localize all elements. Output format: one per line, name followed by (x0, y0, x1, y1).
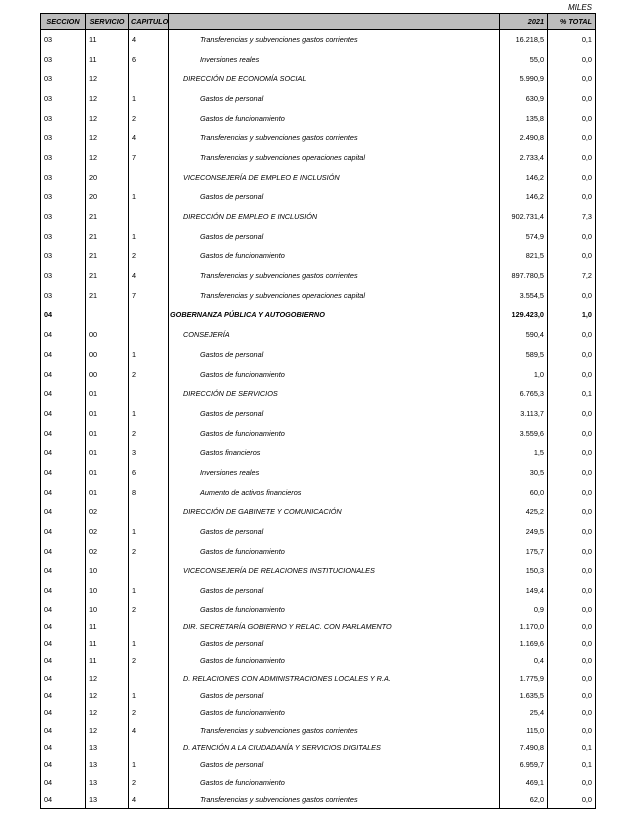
pct-total-cell: 0,1 (548, 756, 596, 773)
amount-cell: 62,0 (500, 791, 548, 808)
capitulo-cell: 1 (129, 756, 169, 773)
pct-total-cell: 0,0 (548, 443, 596, 463)
amount-cell: 1,0 (500, 364, 548, 384)
pct-total-cell: 0,0 (548, 791, 596, 808)
table-row (41, 128, 596, 148)
seccion-cell: 03 (41, 167, 86, 187)
servicio-cell: 12 (86, 108, 129, 128)
pct-total-cell: 0,0 (548, 404, 596, 424)
capitulo-cell (129, 305, 169, 325)
header-servicio: SERVICIO (86, 14, 129, 30)
seccion-cell: 04 (41, 443, 86, 463)
pct-total-cell: 0,0 (548, 325, 596, 345)
seccion-cell: 03 (41, 49, 86, 69)
amount-cell: 146,2 (500, 167, 548, 187)
table-row (41, 345, 596, 365)
capitulo-cell: 7 (129, 148, 169, 168)
servicio-cell: 21 (86, 207, 129, 227)
seccion-cell: 04 (41, 791, 86, 808)
seccion-cell: 04 (41, 618, 86, 635)
servicio-cell: 12 (86, 704, 129, 721)
capitulo-cell: 2 (129, 652, 169, 669)
servicio-cell: 12 (86, 128, 129, 148)
amount-cell: 589,5 (500, 345, 548, 365)
pct-total-cell: 0,0 (548, 128, 596, 148)
pct-total-cell: 0,0 (548, 187, 596, 207)
table-row (41, 618, 596, 635)
description-cell: Gastos financieros (169, 443, 500, 463)
servicio-cell: 10 (86, 581, 129, 601)
seccion-cell: 03 (41, 89, 86, 109)
table-row (41, 305, 596, 325)
description-cell: Gastos de funcionamiento (169, 246, 500, 266)
seccion-cell: 04 (41, 404, 86, 424)
pct-total-cell: 0,0 (548, 69, 596, 89)
description-cell: Transferencias y subvenciones operaciones capital (169, 285, 500, 305)
capitulo-cell: 2 (129, 108, 169, 128)
seccion-cell: 04 (41, 561, 86, 581)
description-cell: D. RELACIONES CON ADMINISTRACIONES LOCALES Y R.A. (169, 670, 500, 687)
pct-total-cell: 0,0 (548, 704, 596, 721)
capitulo-cell (129, 384, 169, 404)
description-cell: Gastos de personal (169, 89, 500, 109)
description-cell: Aumento de activos financieros (169, 482, 500, 502)
description-cell: Gastos de funcionamiento (169, 541, 500, 561)
table-row (41, 246, 596, 266)
pct-total-cell: 0,0 (548, 226, 596, 246)
description-cell: Gastos de funcionamiento (169, 423, 500, 443)
seccion-cell: 03 (41, 69, 86, 89)
pct-total-cell: 0,0 (548, 722, 596, 739)
description-cell: D. ATENCIÓN A LA CIUDADANÍA Y SERVICIOS DIGITALES (169, 739, 500, 756)
amount-cell: 3.113,7 (500, 404, 548, 424)
amount-cell: 0,9 (500, 600, 548, 617)
seccion-cell: 03 (41, 187, 86, 207)
pct-total-cell: 0,0 (548, 600, 596, 617)
seccion-cell: 03 (41, 30, 86, 50)
servicio-cell: 12 (86, 722, 129, 739)
pct-total-cell: 0,0 (548, 89, 596, 109)
servicio-cell: 12 (86, 687, 129, 704)
table-row (41, 30, 596, 50)
servicio-cell: 01 (86, 463, 129, 483)
capitulo-cell (129, 739, 169, 756)
pct-total-cell: 0,0 (548, 670, 596, 687)
capitulo-cell (129, 207, 169, 227)
seccion-cell: 04 (41, 739, 86, 756)
description-cell: Transferencias y subvenciones gastos corrientes (169, 266, 500, 286)
table-row (41, 384, 596, 404)
header-capitulo: CAPITULO (129, 14, 169, 30)
servicio-cell: 21 (86, 226, 129, 246)
capitulo-cell: 6 (129, 49, 169, 69)
amount-cell: 897.780,5 (500, 266, 548, 286)
capitulo-cell: 3 (129, 443, 169, 463)
description-cell: DIR. SECRETARÍA GOBIERNO Y RELAC. CON PARLAMENTO (169, 618, 500, 635)
pct-total-cell: 0,0 (548, 246, 596, 266)
amount-cell: 1.775,9 (500, 670, 548, 687)
amount-cell: 1.169,6 (500, 635, 548, 652)
pct-total-cell: 0,0 (548, 364, 596, 384)
amount-cell: 902.731,4 (500, 207, 548, 227)
pct-total-cell: 7,3 (548, 207, 596, 227)
pct-total-cell: 7,2 (548, 266, 596, 286)
capitulo-cell: 1 (129, 345, 169, 365)
capitulo-cell: 1 (129, 226, 169, 246)
seccion-cell: 03 (41, 128, 86, 148)
amount-cell: 3.559,6 (500, 423, 548, 443)
servicio-cell: 13 (86, 739, 129, 756)
servicio-cell: 11 (86, 635, 129, 652)
seccion-cell: 04 (41, 600, 86, 617)
description-cell: Gastos de personal (169, 756, 500, 773)
capitulo-cell: 2 (129, 364, 169, 384)
description-cell: Gastos de personal (169, 187, 500, 207)
servicio-cell: 01 (86, 443, 129, 463)
description-cell: Inversiones reales (169, 49, 500, 69)
table-row (41, 423, 596, 443)
amount-cell: 574,9 (500, 226, 548, 246)
capitulo-cell: 1 (129, 89, 169, 109)
seccion-cell: 04 (41, 384, 86, 404)
table-header-row (41, 14, 596, 30)
servicio-cell: 12 (86, 89, 129, 109)
amount-cell: 0,4 (500, 652, 548, 669)
amount-cell: 150,3 (500, 561, 548, 581)
table-row (41, 704, 596, 721)
amount-cell: 630,9 (500, 89, 548, 109)
table-row (41, 463, 596, 483)
description-cell: Gastos de funcionamiento (169, 600, 500, 617)
capitulo-cell: 6 (129, 463, 169, 483)
pct-total-cell: 0,0 (548, 482, 596, 502)
amount-cell: 115,0 (500, 722, 548, 739)
seccion-cell: 04 (41, 704, 86, 721)
description-cell: Gastos de funcionamiento (169, 652, 500, 669)
capitulo-cell: 1 (129, 687, 169, 704)
units-label: MILES (567, 3, 592, 12)
table-row (41, 561, 596, 581)
description-cell: GOBERNANZA PÚBLICA Y AUTOGOBIERNO (169, 305, 500, 325)
pct-total-cell: 0,0 (548, 687, 596, 704)
table-row (41, 226, 596, 246)
description-cell: DIRECCIÓN DE EMPLEO E INCLUSIÓN (169, 207, 500, 227)
description-cell: Gastos de funcionamiento (169, 773, 500, 790)
amount-cell: 1,5 (500, 443, 548, 463)
amount-cell: 821,5 (500, 246, 548, 266)
seccion-cell: 04 (41, 325, 86, 345)
capitulo-cell (129, 618, 169, 635)
table-row (41, 600, 596, 617)
amount-cell: 25,4 (500, 704, 548, 721)
table-row (41, 69, 596, 89)
description-cell: Gastos de personal (169, 635, 500, 652)
seccion-cell: 04 (41, 345, 86, 365)
amount-cell: 6.765,3 (500, 384, 548, 404)
pct-total-cell: 0,1 (548, 739, 596, 756)
amount-cell: 5.990,9 (500, 69, 548, 89)
servicio-cell: 21 (86, 285, 129, 305)
seccion-cell: 04 (41, 756, 86, 773)
budget-table (40, 13, 596, 809)
servicio-cell: 01 (86, 404, 129, 424)
pct-total-cell: 0,0 (548, 541, 596, 561)
amount-cell: 2.733,4 (500, 148, 548, 168)
pct-total-cell: 0,1 (548, 30, 596, 50)
pct-total-cell: 0,0 (548, 463, 596, 483)
capitulo-cell: 2 (129, 773, 169, 790)
table-row (41, 89, 596, 109)
description-cell: Gastos de funcionamiento (169, 364, 500, 384)
servicio-cell: 02 (86, 541, 129, 561)
pct-total-cell: 0,0 (548, 345, 596, 365)
description-cell: Inversiones reales (169, 463, 500, 483)
servicio-cell: 00 (86, 364, 129, 384)
servicio-cell: 13 (86, 773, 129, 790)
table-row (41, 756, 596, 773)
header-year: 2021 (500, 14, 548, 30)
seccion-cell: 04 (41, 463, 86, 483)
servicio-cell: 13 (86, 791, 129, 808)
capitulo-cell (129, 69, 169, 89)
seccion-cell: 04 (41, 687, 86, 704)
table-row (41, 325, 596, 345)
table-row (41, 148, 596, 168)
pct-total-cell: 0,0 (548, 423, 596, 443)
seccion-cell: 03 (41, 226, 86, 246)
table-row (41, 266, 596, 286)
table-row (41, 404, 596, 424)
amount-cell: 175,7 (500, 541, 548, 561)
servicio-cell: 01 (86, 482, 129, 502)
seccion-cell: 04 (41, 423, 86, 443)
description-cell: DIRECCIÓN DE ECONOMÍA SOCIAL (169, 69, 500, 89)
capitulo-cell: 1 (129, 635, 169, 652)
table-row (41, 207, 596, 227)
capitulo-cell: 1 (129, 404, 169, 424)
seccion-cell: 04 (41, 502, 86, 522)
capitulo-cell: 2 (129, 246, 169, 266)
pct-total-cell: 0,0 (548, 108, 596, 128)
servicio-cell (86, 305, 129, 325)
servicio-cell: 11 (86, 652, 129, 669)
table-row (41, 652, 596, 669)
description-cell: Gastos de personal (169, 581, 500, 601)
amount-cell: 7.490,8 (500, 739, 548, 756)
table-row (41, 522, 596, 542)
capitulo-cell: 2 (129, 423, 169, 443)
amount-cell: 469,1 (500, 773, 548, 790)
seccion-cell: 04 (41, 522, 86, 542)
amount-cell: 149,4 (500, 581, 548, 601)
seccion-cell: 04 (41, 305, 86, 325)
description-cell: DIRECCIÓN DE GABINETE Y COMUNICACIÓN (169, 502, 500, 522)
amount-cell: 6.959,7 (500, 756, 548, 773)
servicio-cell: 02 (86, 522, 129, 542)
pct-total-cell: 0,0 (548, 522, 596, 542)
description-cell: VICECONSEJERÍA DE RELACIONES INSTITUCIONALES (169, 561, 500, 581)
amount-cell: 55,0 (500, 49, 548, 69)
description-cell: Gastos de personal (169, 522, 500, 542)
table-row (41, 364, 596, 384)
servicio-cell: 02 (86, 502, 129, 522)
pct-total-cell: 0,0 (548, 148, 596, 168)
capitulo-cell: 4 (129, 722, 169, 739)
description-cell: Gastos de funcionamiento (169, 108, 500, 128)
seccion-cell: 04 (41, 670, 86, 687)
table-row (41, 670, 596, 687)
pct-total-cell: 0,0 (548, 502, 596, 522)
description-cell: CONSEJERÍA (169, 325, 500, 345)
header-pct-total: % TOTAL (548, 14, 596, 30)
amount-cell: 590,4 (500, 325, 548, 345)
capitulo-cell (129, 502, 169, 522)
seccion-cell: 04 (41, 722, 86, 739)
description-cell: Gastos de funcionamiento (169, 704, 500, 721)
pct-total-cell: 0,0 (548, 561, 596, 581)
pct-total-cell: 0,0 (548, 652, 596, 669)
description-cell: Transferencias y subvenciones operaciones capital (169, 148, 500, 168)
pct-total-cell: 0,0 (548, 635, 596, 652)
table-row (41, 739, 596, 756)
capitulo-cell: 2 (129, 541, 169, 561)
capitulo-cell: 1 (129, 187, 169, 207)
capitulo-cell: 4 (129, 791, 169, 808)
table-row (41, 285, 596, 305)
amount-cell: 60,0 (500, 482, 548, 502)
seccion-cell: 03 (41, 148, 86, 168)
servicio-cell: 01 (86, 384, 129, 404)
description-cell: Transferencias y subvenciones gastos corrientes (169, 128, 500, 148)
servicio-cell: 11 (86, 618, 129, 635)
pct-total-cell: 0,0 (548, 581, 596, 601)
seccion-cell: 04 (41, 581, 86, 601)
description-cell: Transferencias y subvenciones gastos corrientes (169, 791, 500, 808)
seccion-cell: 04 (41, 541, 86, 561)
capitulo-cell: 4 (129, 30, 169, 50)
header-seccion: SECCION (41, 14, 86, 30)
servicio-cell: 11 (86, 30, 129, 50)
servicio-cell: 01 (86, 423, 129, 443)
seccion-cell: 04 (41, 635, 86, 652)
seccion-cell: 04 (41, 364, 86, 384)
servicio-cell: 20 (86, 167, 129, 187)
capitulo-cell (129, 561, 169, 581)
table-body (41, 30, 596, 809)
amount-cell: 3.554,5 (500, 285, 548, 305)
description-cell: Transferencias y subvenciones gastos corrientes (169, 30, 500, 50)
servicio-cell: 12 (86, 69, 129, 89)
description-cell: Gastos de personal (169, 345, 500, 365)
header-description (169, 14, 500, 30)
pct-total-cell: 0,0 (548, 285, 596, 305)
capitulo-cell: 2 (129, 704, 169, 721)
capitulo-cell: 8 (129, 482, 169, 502)
table-row (41, 722, 596, 739)
seccion-cell: 04 (41, 652, 86, 669)
capitulo-cell: 2 (129, 600, 169, 617)
table-row (41, 635, 596, 652)
seccion-cell: 04 (41, 773, 86, 790)
servicio-cell: 21 (86, 266, 129, 286)
description-cell: VICECONSEJERÍA DE EMPLEO E INCLUSIÓN (169, 167, 500, 187)
table-row (41, 167, 596, 187)
amount-cell: 1.635,5 (500, 687, 548, 704)
capitulo-cell: 4 (129, 128, 169, 148)
servicio-cell: 10 (86, 561, 129, 581)
seccion-cell: 03 (41, 285, 86, 305)
table-row (41, 482, 596, 502)
pct-total-cell: 0,0 (548, 167, 596, 187)
seccion-cell: 03 (41, 108, 86, 128)
servicio-cell: 20 (86, 187, 129, 207)
capitulo-cell: 7 (129, 285, 169, 305)
description-cell: Gastos de personal (169, 404, 500, 424)
table-row (41, 502, 596, 522)
amount-cell: 425,2 (500, 502, 548, 522)
seccion-cell: 04 (41, 482, 86, 502)
pct-total-cell: 0,0 (548, 618, 596, 635)
servicio-cell: 00 (86, 345, 129, 365)
amount-cell: 2.490,8 (500, 128, 548, 148)
pct-total-cell: 1,0 (548, 305, 596, 325)
servicio-cell: 12 (86, 148, 129, 168)
servicio-cell: 00 (86, 325, 129, 345)
amount-cell: 1.170,0 (500, 618, 548, 635)
table-row (41, 581, 596, 601)
table-row (41, 687, 596, 704)
table-row (41, 791, 596, 808)
servicio-cell: 11 (86, 49, 129, 69)
capitulo-cell (129, 670, 169, 687)
amount-cell: 129.423,0 (500, 305, 548, 325)
servicio-cell: 12 (86, 670, 129, 687)
servicio-cell: 21 (86, 246, 129, 266)
table-row (41, 49, 596, 69)
pct-total-cell: 0,0 (548, 773, 596, 790)
table-row (41, 187, 596, 207)
table-row (41, 541, 596, 561)
servicio-cell: 13 (86, 756, 129, 773)
capitulo-cell (129, 325, 169, 345)
table-row (41, 108, 596, 128)
servicio-cell: 10 (86, 600, 129, 617)
capitulo-cell (129, 167, 169, 187)
amount-cell: 146,2 (500, 187, 548, 207)
table-row (41, 773, 596, 790)
seccion-cell: 03 (41, 266, 86, 286)
capitulo-cell: 1 (129, 522, 169, 542)
amount-cell: 16.218,5 (500, 30, 548, 50)
description-cell: Gastos de personal (169, 687, 500, 704)
pct-total-cell: 0,0 (548, 49, 596, 69)
seccion-cell: 03 (41, 246, 86, 266)
table-row (41, 443, 596, 463)
amount-cell: 30,5 (500, 463, 548, 483)
description-cell: Gastos de personal (169, 226, 500, 246)
capitulo-cell: 4 (129, 266, 169, 286)
amount-cell: 249,5 (500, 522, 548, 542)
capitulo-cell: 1 (129, 581, 169, 601)
description-cell: DIRECCIÓN DE SERVICIOS (169, 384, 500, 404)
amount-cell: 135,8 (500, 108, 548, 128)
pct-total-cell: 0,1 (548, 384, 596, 404)
description-cell: Transferencias y subvenciones gastos corrientes (169, 722, 500, 739)
seccion-cell: 03 (41, 207, 86, 227)
